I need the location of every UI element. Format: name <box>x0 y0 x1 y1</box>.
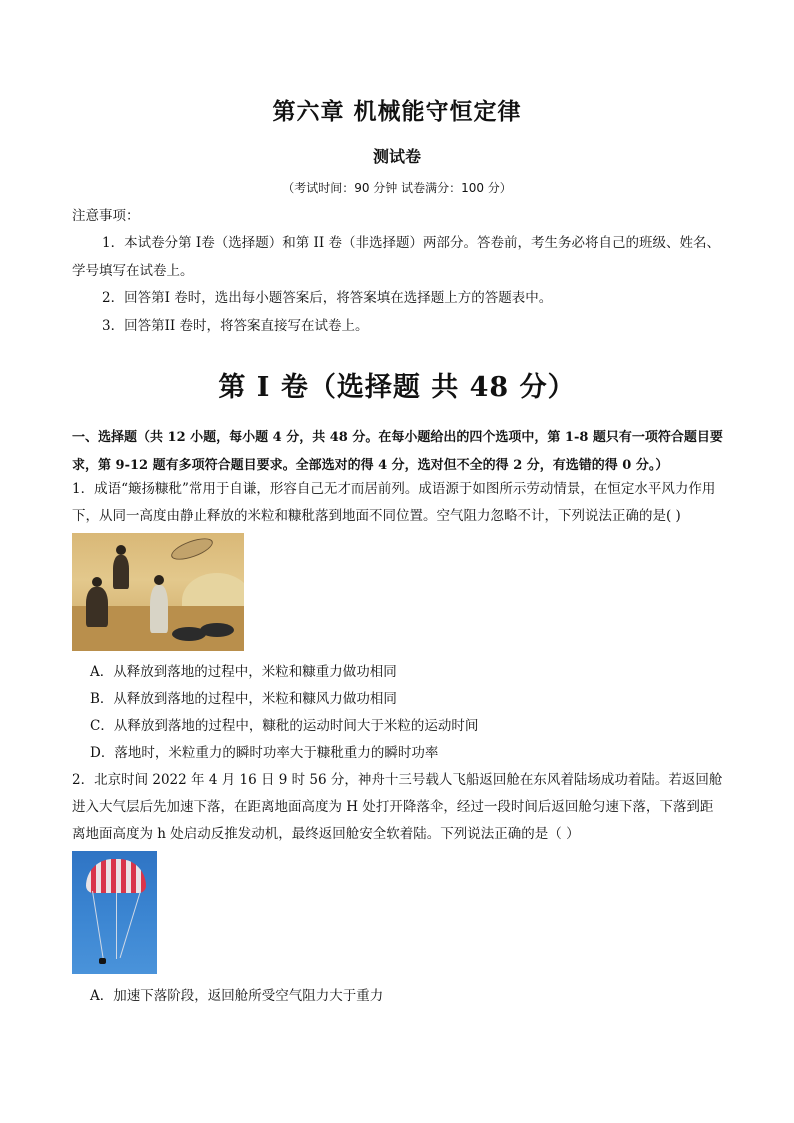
figure-head <box>154 575 164 585</box>
figure-body <box>150 585 168 633</box>
section-title: 第 I 卷（选择题 共 48 分） <box>218 372 576 403</box>
figure-body <box>113 555 129 589</box>
parachute-line <box>116 893 117 959</box>
parachute-canopy <box>86 859 146 893</box>
question-1-option-c: C．从释放到落地的过程中，糠秕的运动时间大于米粒的运动时间 <box>90 718 479 734</box>
return-capsule <box>99 958 106 964</box>
figure-head <box>116 545 126 555</box>
page-subtitle: 测试卷 <box>372 147 421 166</box>
question-1-option-a: A．从释放到落地的过程中，米粒和糠重力做功相同 <box>90 664 397 680</box>
basket <box>200 623 234 637</box>
question-1-stem: 1．成语“簸扬糠秕”常用于自谦，形容自己无才而居前列。成语源于如图所示劳动情景，在恒定水平风力作用下，从同一高度由静止释放的米粒和糠秕落到地面不同位置。空气阻力忽略不计，下列说法正确的是( ) <box>72 481 716 524</box>
section-instructions: 一、选择题（共 12 小题，每小题 4 分，共 48 分。在每小题给出的四个选项中，第 1-8 题只有一项符合题目要求，第 9-12 题有多项符合题目要求。全部选对的得 4 分，选对但不全的得 2 分，有选错的得 0 分。） <box>72 430 723 473</box>
page-title: 第六章 机械能守恒定律 <box>272 98 522 125</box>
winnowing-sieve <box>169 534 216 564</box>
question-1-option-b: B．从释放到落地的过程中，米粒和糠风力做功相同 <box>90 691 397 707</box>
note-item-1: 1．本试卷分第 I卷（选择题）和第 II 卷（非选择题）两部分。答卷前，考生务必将自己的班级、姓名、 <box>102 235 720 251</box>
winnowing-painting-image <box>72 533 244 651</box>
question-2-option-a: A．加速下落阶段，返回舱所受空气阻力大于重力 <box>90 988 384 1004</box>
note-item-2: 2．回答第I 卷时，选出每小题答案后，将答案填在选择题上方的答题表中。 <box>102 290 553 306</box>
parachute-line <box>120 891 141 958</box>
exam-info: （考试时间：90 分钟 试卷满分：100 分） <box>282 181 512 195</box>
note-item-3: 3．回答第II 卷时，将答案直接写在试卷上。 <box>102 318 369 334</box>
note-item-1-continued: 学号填写在试卷上。 <box>72 263 194 279</box>
question-1-option-d: D．落地时，米粒重力的瞬时功率大于糠秕重力的瞬时功率 <box>90 745 439 761</box>
figure-head <box>92 577 102 587</box>
notes-heading: 注意事项： <box>72 208 140 224</box>
question-2-stem: 2．北京时间 2022 年 4 月 16 日 9 时 56 分，神舟十三号载人飞船返回舱在东风着陆场成功着陆。若返回舱进入大气层后先加速下落，在距离地面高度为 H 处打开降落伞，经过一段时间后返回舱匀速下落，下落到距离地面高度为 h 处启动反推发动机，最终返回舱安全软着陆。下列说法正确的是（ ） <box>72 772 723 842</box>
parachute-photo-image <box>72 851 157 974</box>
figure-body <box>86 587 108 627</box>
parachute-line <box>92 891 104 958</box>
